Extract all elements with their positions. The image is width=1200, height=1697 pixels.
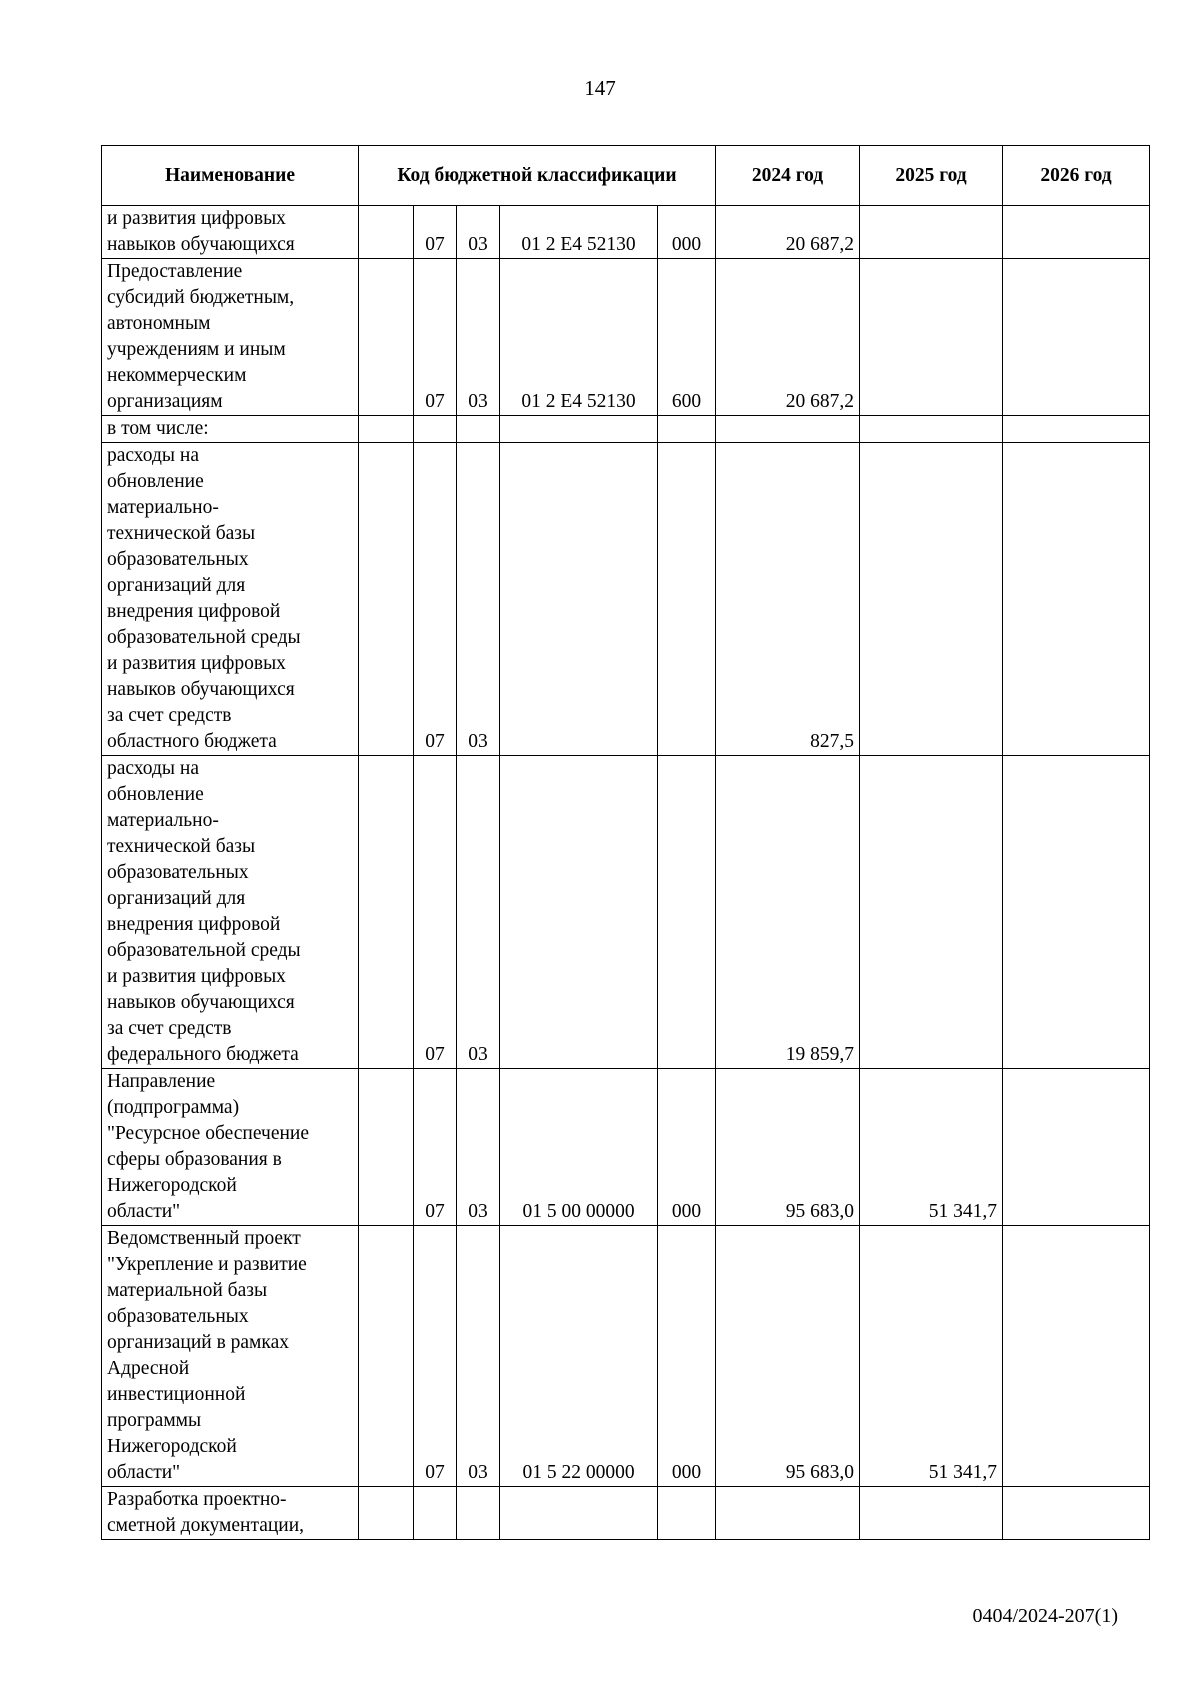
cell-2026 <box>1003 416 1150 443</box>
cell-2025: 51 341,7 <box>860 1226 1003 1487</box>
cell-2025 <box>860 443 1003 756</box>
cell-section: 07 <box>414 443 457 756</box>
header-2024: 2024 год <box>716 146 860 206</box>
cell-2026 <box>1003 206 1150 259</box>
cell-target-article <box>500 1487 658 1540</box>
cell-subsection: 03 <box>457 1226 500 1487</box>
cell-target-article: 01 2 E4 52130 <box>500 206 658 259</box>
cell-2024: 827,5 <box>716 443 860 756</box>
cell-name: Разработка проектно- сметной документации, <box>102 1487 359 1540</box>
table-row <box>102 206 1150 259</box>
cell-expense-type: 000 <box>658 1226 716 1487</box>
cell-2024: 95 683,0 <box>716 1069 860 1226</box>
header-2026: 2026 год <box>1003 146 1150 206</box>
cell-2025 <box>860 416 1003 443</box>
cell-subsection: 03 <box>457 443 500 756</box>
cell-target-article: 01 5 00 00000 <box>500 1069 658 1226</box>
cell-expense-type <box>658 1487 716 1540</box>
cell-subsection <box>457 1487 500 1540</box>
cell-name: и развития цифровых навыков обучающихся <box>102 206 359 259</box>
budget-table <box>101 145 1150 1540</box>
cell-subsection: 03 <box>457 1069 500 1226</box>
table-row <box>102 1487 1150 1540</box>
cell-target-article <box>500 443 658 756</box>
header-name: Наименование <box>102 146 359 206</box>
document-code: 0404/2024-207(1) <box>972 1605 1118 1627</box>
cell-section: 07 <box>414 206 457 259</box>
cell-2025 <box>860 1487 1003 1540</box>
cell-section: 07 <box>414 259 457 416</box>
cell-name: расходы на обновление материально- технической базы образовательных организаций для внедрения цифровой образовательной среды и развития цифровых навыков обучающихся за счет средств областного бюджета <box>102 443 359 756</box>
header-code: Код бюджетной классификации <box>359 146 716 206</box>
table-row <box>102 259 1150 416</box>
cell-section: 07 <box>414 1226 457 1487</box>
cell-2025 <box>860 259 1003 416</box>
cell-name: расходы на обновление материально- технической базы образовательных организаций для внедрения цифровой образовательной среды и развития цифровых навыков обучающихся за счет средств федерального бюджета <box>102 756 359 1069</box>
header-2025: 2025 год <box>860 146 1003 206</box>
cell-2024 <box>716 1487 860 1540</box>
cell-2026 <box>1003 1226 1150 1487</box>
cell-code-blank <box>359 443 414 756</box>
cell-target-article: 01 2 E4 52130 <box>500 259 658 416</box>
cell-name: Предоставление субсидий бюджетным, автономным учреждениям и иным некоммерческим организациям <box>102 259 359 416</box>
cell-code-blank <box>359 756 414 1069</box>
cell-2024: 20 687,2 <box>716 206 860 259</box>
table-row <box>102 416 1150 443</box>
cell-name: Ведомственный проект "Укрепление и развитие материальной базы образовательных организаций в рамках Адресной инвестиционной программы Нижегородской области" <box>102 1226 359 1487</box>
table-row <box>102 1226 1150 1487</box>
cell-section <box>414 1487 457 1540</box>
cell-section: 07 <box>414 756 457 1069</box>
cell-target-article: 01 5 22 00000 <box>500 1226 658 1487</box>
table-header-row <box>102 146 1150 206</box>
cell-subsection: 03 <box>457 206 500 259</box>
cell-expense-type: 000 <box>658 1069 716 1226</box>
cell-expense-type: 600 <box>658 259 716 416</box>
table-row <box>102 1069 1150 1226</box>
cell-code-blank <box>359 259 414 416</box>
cell-2026 <box>1003 259 1150 416</box>
cell-code-blank <box>359 206 414 259</box>
cell-expense-type <box>658 416 716 443</box>
cell-code-blank <box>359 416 414 443</box>
cell-2024: 19 859,7 <box>716 756 860 1069</box>
page-number: 147 <box>584 76 616 100</box>
cell-2024: 95 683,0 <box>716 1226 860 1487</box>
cell-2024 <box>716 416 860 443</box>
cell-section <box>414 416 457 443</box>
cell-expense-type <box>658 443 716 756</box>
cell-code-blank <box>359 1226 414 1487</box>
cell-expense-type: 000 <box>658 206 716 259</box>
cell-name: Направление (подпрограмма) "Ресурсное обеспечение сферы образования в Нижегородской области" <box>102 1069 359 1226</box>
table-body <box>102 206 1150 1540</box>
table-row <box>102 756 1150 1069</box>
cell-code-blank <box>359 1487 414 1540</box>
cell-2024: 20 687,2 <box>716 259 860 416</box>
cell-subsection: 03 <box>457 756 500 1069</box>
cell-expense-type <box>658 756 716 1069</box>
cell-2026 <box>1003 443 1150 756</box>
cell-2026 <box>1003 1069 1150 1226</box>
cell-2025 <box>860 206 1003 259</box>
cell-2025 <box>860 756 1003 1069</box>
cell-target-article <box>500 756 658 1069</box>
cell-target-article <box>500 416 658 443</box>
cell-2026 <box>1003 756 1150 1069</box>
cell-code-blank <box>359 1069 414 1226</box>
cell-name: в том числе: <box>102 416 359 443</box>
cell-2026 <box>1003 1487 1150 1540</box>
cell-section: 07 <box>414 1069 457 1226</box>
table-row <box>102 443 1150 756</box>
cell-subsection <box>457 416 500 443</box>
cell-2025: 51 341,7 <box>860 1069 1003 1226</box>
cell-subsection: 03 <box>457 259 500 416</box>
